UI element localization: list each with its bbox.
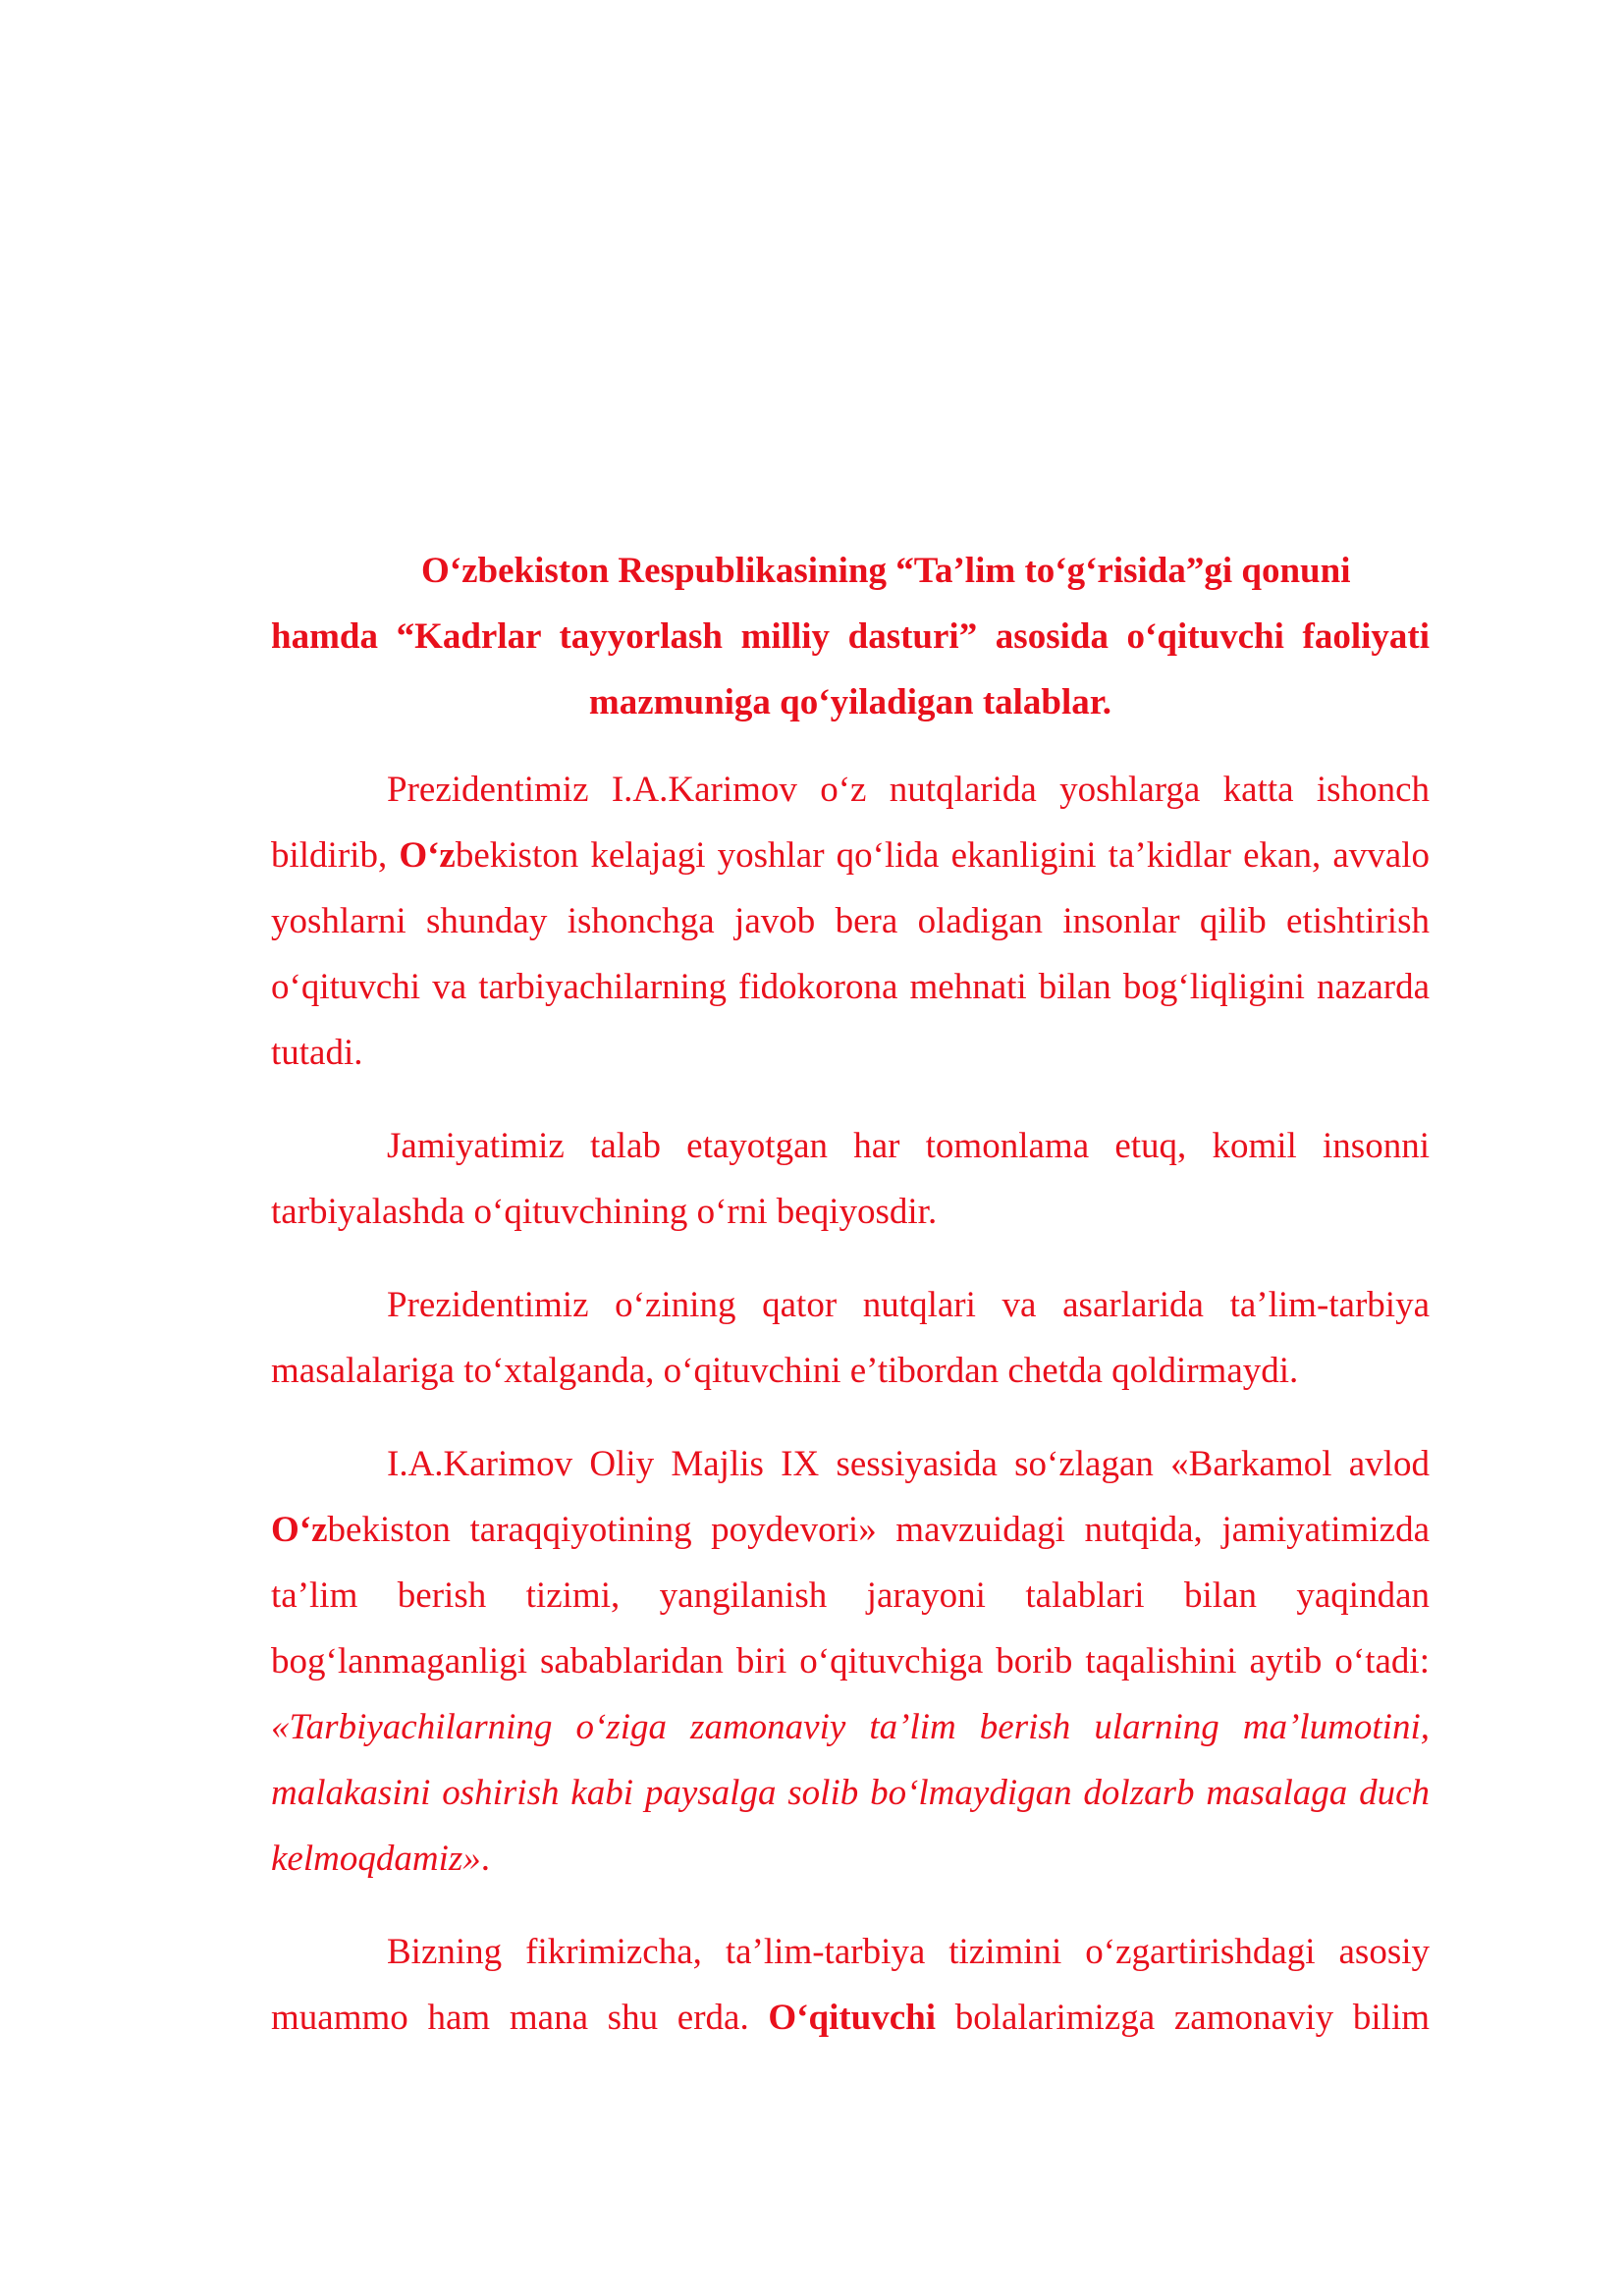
title-line-2: hamda “Kadrlar tayyorlash milliy dasturi” asosida o‘qituvchi faoliyati	[271, 616, 1430, 657]
title-line-1: O‘zbekiston Respublikasining “Ta’lim to‘g‘risida”gi qonuni	[421, 551, 1351, 591]
title-line-3: mazmuniga qo‘yiladigan talablar.	[588, 682, 1112, 722]
paragraph-4-end: .	[480, 1839, 490, 1879]
paragraph-4-text: I.A.Karimov Oliy Majlis IX sessiyasida so‘zlagan «Barkamol avlod	[387, 1444, 1430, 1484]
paragraph-1	[271, 757, 1430, 1086]
paragraph-2: Jamiyatimiz talab etayotgan har tomonlama etuq, komil insonni tarbiyalashda o‘qituvchining o‘rni beqiyosdir.	[271, 1126, 1430, 1232]
paragraph-5-bold: O‘qituvchi	[768, 1998, 937, 2038]
document-body	[271, 538, 1430, 2078]
paragraph-4-bold: O‘z	[271, 1510, 328, 1550]
paragraph-5	[271, 1919, 1430, 2051]
document-title	[271, 538, 1430, 735]
paragraph-4	[271, 1431, 1430, 1892]
paragraph-1-bold: O‘z	[399, 835, 456, 876]
paragraph-5-text: Bizning fikrimizcha, ta’lim-tarbiya tizimini o‘zgartirishdagi asosiy muammo ham mana shu erda.	[271, 1932, 1430, 2038]
paragraph-1-text: Prezidentimiz I.A.Karimov o‘z nutqlarida yoshlarga katta ishonch bildirib,	[271, 770, 1430, 876]
paragraph-5-text-cont: bolalarimizga zamonaviy bilim	[936, 1998, 1430, 2038]
paragraph-3: Prezidentimiz o‘zining qator nutqlari va asarlarida ta’lim-tarbiya masalalariga to‘xtalganda, o‘qituvchini e’tibordan chetda qoldirmaydi.	[271, 1285, 1430, 1391]
paragraph-4-quote: «Tarbiyachilarning o‘ziga zamonaviy ta’lim berish ularning ma’lumotini, malakasini oshirish kabi paysalga solib bo‘lmaydigan dolzarb masalaga duch kelmoqdamiz»	[271, 1707, 1430, 1879]
paragraph-1-text-cont: bekiston kelajagi yoshlar qo‘lida ekanligini ta’kidlar ekan, avvalo yoshlarni shunday ishonchga javob bera oladigan insonlar qilib etishtirish o‘qituvchi va tarbiyachilarning fidokorona mehnati bilan bog‘liqligini nazarda tutadi.	[271, 835, 1430, 1073]
paragraph-4-text-cont: bekiston taraqqiyotining poydevori» mavzuidagi nutqida, jamiyatimizda ta’lim berish tizimi, yangilanish jarayoni talablari bilan yaqindan bog‘lanmaganligi sabablaridan biri o‘qituvchiga borib taqalishini aytib o‘tadi:	[271, 1510, 1430, 1682]
